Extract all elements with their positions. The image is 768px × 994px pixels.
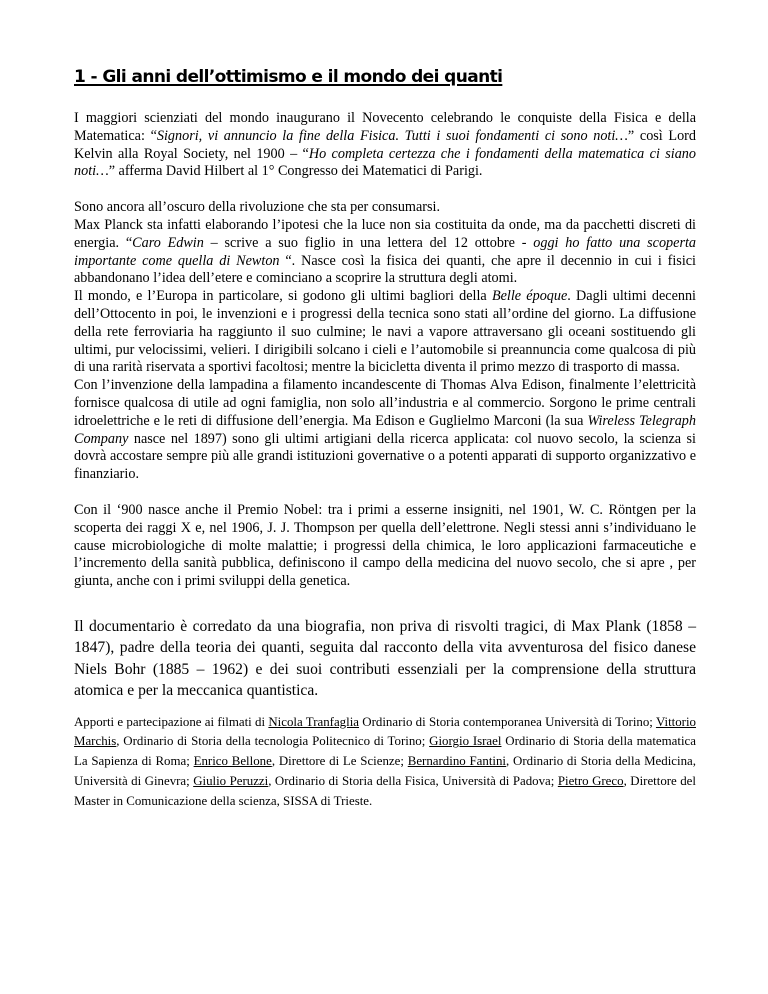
belle-epoque-term: Belle époque xyxy=(491,288,568,305)
text-run: , Direttore del Master in Comunicazione della scienza, SISSA di Trieste. xyxy=(74,773,696,808)
text-run: Max Planck sta infatti elaborando l’ipotesi che la luce non sia costituita da onde, ma da pacchetti discreti di energia. “ xyxy=(74,216,696,251)
text-run: Sono ancora all’oscuro della rivoluzione che sta per consumarsi. xyxy=(74,199,440,216)
contributor-name: Nicola Tranfaglia xyxy=(268,714,359,729)
text-run: , Ordinario di Storia della tecnologia Politecnico di Torino; xyxy=(116,734,430,749)
page-title: 1 - Gli anni dell’ottimismo e il mondo dei quanti xyxy=(74,67,503,87)
hilbert-quote: Ho completa certezza che i fondamenti della matematica ci siano noti… xyxy=(74,145,696,180)
contributor-name: Giorgio Israel xyxy=(429,734,502,749)
documentary-paragraph: Il documentario è corredato da una biografia, non priva di risvolti tragici, di Max Plank (1858 – 1847), padre della teoria dei quanti, seguita dal racconto della vita avventurosa del fisico danese Niels Bohr (1885 – 1962) e dei suoi contributi essenziali per la comprensione della struttura atomica e per la meccanica quantistica. xyxy=(74,617,696,700)
text-run: Ordinario di Storia contemporanea Università di Torino; xyxy=(359,714,656,729)
paragraph-gap xyxy=(74,181,696,199)
text-run: , Direttore di Le Scienze; xyxy=(271,754,408,769)
credits-paragraph xyxy=(74,713,696,812)
text-run: . Dagli ultimi decenni dell’Ottocento in poi, le invenzioni e i progressi della tecnica sono stati all’ordine del giorno. La diffusione della rete ferroviaria ha raggiunto il suo culmine; le navi a vapore attraversano gli oceani sostituendo gli ultimi, pur velocissimi, velieri. I dirigibili solcano i cieli e l’automobile si preannuncia come qualcosa di più di una rarità riservata a sportivi facoltosi; mentre la bicicletta diventa il primo mezzo di trasporto di massa. xyxy=(74,288,696,376)
company-name: Wireless Telegraph Company xyxy=(74,412,696,447)
text-run: Con l’invenzione della lampadina a filamento incandescente di Thomas Alva Edison, finalmente l’elettricità fornisce qualcosa di utile ad ogni famiglia, non solo all’industria e al commercio. Sorgono le prime centrali idroelettriche e le reti di diffusione dell’energia. Ma Edison e Guglielmo Marconi (la sua xyxy=(74,377,696,429)
text-run: ” così Lord Kelvin alla Royal Society, nel 1900 – “ xyxy=(74,127,697,162)
text-run: Apporti e partecipazione ai filmati di xyxy=(74,714,269,729)
text-run: , Ordinario di Storia della Fisica, Università di Padova; xyxy=(268,773,558,788)
text-run: Il mondo, e l’Europa in particolare, si godono gli ultimi bagliori della xyxy=(74,288,492,305)
text-run: ” afferma David Hilbert al 1° Congresso dei Matematici di Parigi. xyxy=(108,163,483,180)
contributor-name: Bernardino Fantini xyxy=(407,754,507,769)
contributor-name: Enrico Bellone xyxy=(193,754,272,769)
text-run: “. Nasce così la fisica dei quanti, che apre il decennio in cui i fisici abbandonano l’idea dell’etere e cominciano a scoprire la struttura degli atomi. xyxy=(74,252,696,287)
text-run: I maggiori scienziati del mondo inaugurano il Novecento celebrando le conquiste della Fisica e della Matematica: “ xyxy=(74,110,696,144)
text-run: Ordinario di Storia della matematica La Sapienza di Roma; xyxy=(74,734,696,769)
text-run: nasce nel 1897) sono gli ultimi artigiani della ricerca applicata: col nuovo secolo, la scienza si dovrà accostare sempre più alle grandi istituzioni governative o a potenti apparati di supporto organizzativo e finanziario. xyxy=(74,430,696,483)
text-run: , Ordinario di Storia della Medicina, Università di Ginevra; xyxy=(74,754,696,788)
contributor-name: Pietro Greco xyxy=(557,773,624,788)
text-run: – scrive a suo figlio in una lettera del 12 ottobre - xyxy=(203,234,534,251)
paragraph-gap xyxy=(74,484,696,502)
nobel-paragraph: Con il ‘900 nasce anche il Premio Nobel: tra i primi a esserne insigniti, nel 1901, W. C. Röntgen per la scoperta dei raggi X e, nel 1906, J. J. Thompson per quella dell’elettrone. Negli stessi anni s’individuano le cause microbiologiche di molte malattie; i progressi della chimica, le loro applicazioni farmaceutiche e l’incremento della sanità pubblica, definiscono il campo della medicina del nuovo secolo, che si apre , per giunta, anche con i primi sviluppi della genetica. xyxy=(74,501,696,590)
planck-quote-salutation: Caro Edwin xyxy=(132,234,204,251)
intro-paragraph xyxy=(74,110,696,181)
contributor-name: Giulio Peruzzi xyxy=(193,773,269,788)
kelvin-quote: Signori, vi annuncio la fine della Fisica. Tutti i suoi fondamenti ci sono noti… xyxy=(156,127,628,144)
planck-quote: oggi ho fatto una scoperta importante come quella di Newton xyxy=(74,234,697,269)
planck-paragraph xyxy=(74,199,696,484)
contributor-name: Vittorio Marchis xyxy=(74,714,696,749)
document-page xyxy=(74,66,696,812)
